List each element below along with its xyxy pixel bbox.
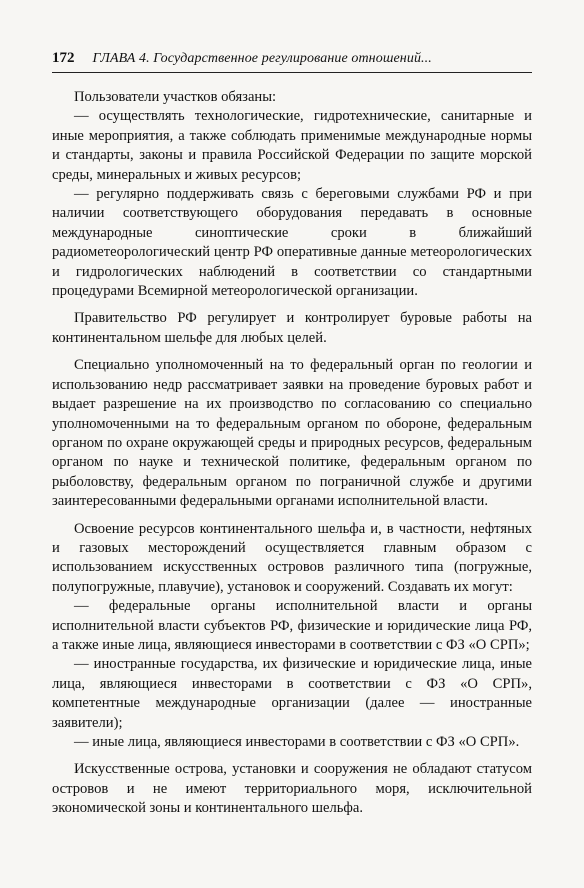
paragraph: — осуществлять технологические, гидротехнические, санитарные и иные мероприятия, а также соблюдать применимые международные нормы и стандарты, законы и правила Российской Федерации по защите морской среды, минеральных и живых ресурсов; bbox=[52, 108, 532, 183]
page-header bbox=[52, 50, 532, 73]
paragraph: — регулярно поддерживать связь с береговыми службами РФ и при наличии соответствующего оборудования передавать в основные международные синоптические сроки в ближайший радиометеорологический центр РФ оперативные данные метеорологических и гидрологических наблюдений в соответствии со стандартными процедурами Всемирной метеорологической организации. bbox=[52, 186, 532, 300]
paragraph: Специально уполномоченный на то федеральный орган по геологии и использованию недр рассматривает заявки на проведение буровых работ и выдает разрешение на их производство по согласованию со специально уполномоченными на то федеральным органом по обороне, федеральным органом по охране окружающей среды и природных ресурсов, федеральным органом по науке и технической политике, федеральным органом по рыболовству, федеральным органом по пограничной службе и другими заинтересованными федеральными органами исполнительной власти. bbox=[52, 357, 532, 510]
body-text bbox=[52, 88, 532, 819]
paragraph: — федеральные органы исполнительной власти и органы исполнительной власти субъектов РФ, физические и юридические лица РФ, а также иные лица, являющиеся инвесторами в соответствии с ФЗ «О СРП»; bbox=[52, 598, 532, 653]
paragraph: — иностранные государства, их физические и юридические лица, иные лица, являющиеся инвесторами в соответствии с ФЗ «О СРП», компетентные международные организации (далее — иностранные заявители); bbox=[52, 656, 532, 731]
page-number: 172 bbox=[52, 50, 75, 66]
running-title: ГЛАВА 4. Государственное регулирование отношений... bbox=[92, 51, 432, 66]
paragraph: Пользователи участков обязаны: bbox=[74, 89, 277, 105]
paragraph: Искусственные острова, установки и сооружения не обладают статусом островов и не имеют территориального моря, исключительной экономической зоны и континентального шельфа. bbox=[52, 761, 532, 817]
paragraph: Правительство РФ регулирует и контролирует буровые работы на континентальном шельфе для любых целей. bbox=[52, 310, 532, 346]
paragraph: Освоение ресурсов континентального шельфа и, в частности, нефтяных и газовых месторождений осуществляется главным образом с использованием искусственных островов различного типа (погружные, полупогружные, плавучие), установок и сооружений. Создавать их могут: bbox=[52, 520, 532, 595]
paragraph: — иные лица, являющиеся инвесторами в соответствии с ФЗ «О СРП». bbox=[74, 734, 520, 750]
